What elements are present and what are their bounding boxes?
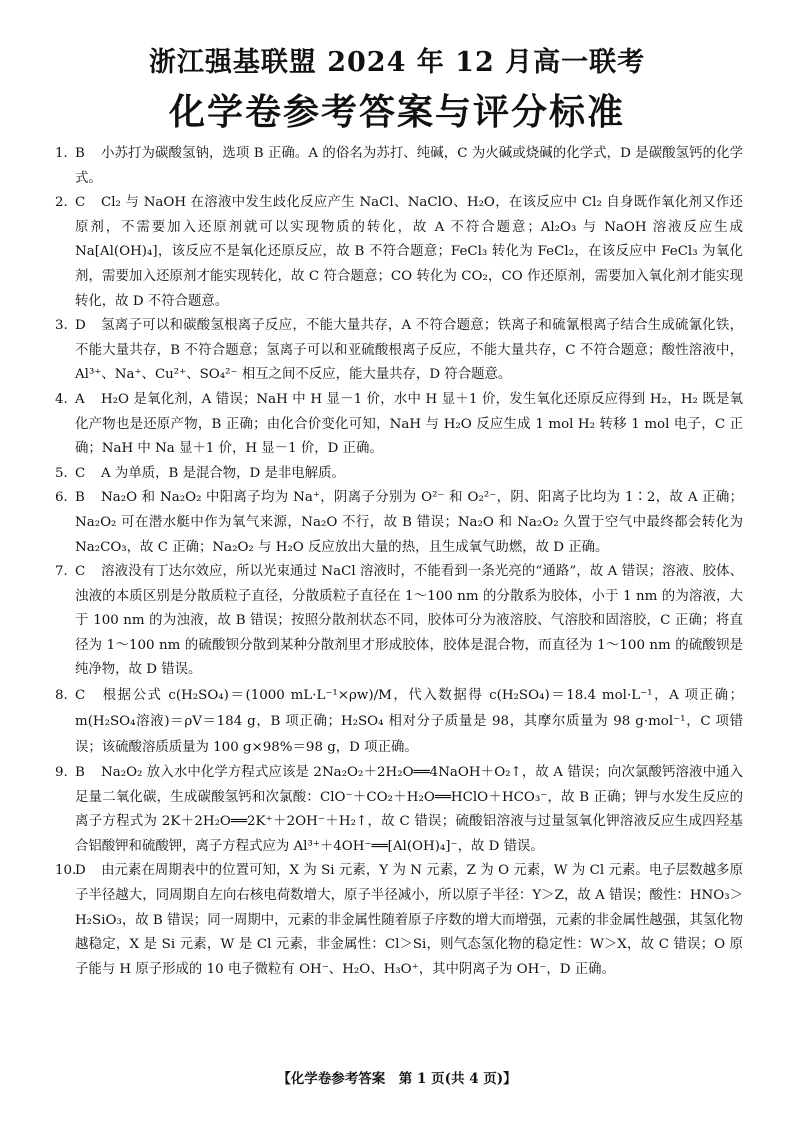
answer-letter: C [75,465,86,481]
exam-title: 浙江强基联盟 2024 年 12 月高一联考 [148,47,646,78]
question-number: 6. [55,490,68,506]
answer-item-2 [55,191,743,314]
answer-item-8 [55,683,743,761]
question-number: 8. [55,688,68,704]
question-number: 7. [55,564,68,580]
answer-item-7 [55,560,743,683]
explanation-text: Cl₂ 与 NaOH 在溶液中发生歧化反应产生 NaCl、NaClO、H₂O，在该反应中 Cl₂ 自身既作氧化剂又作还原剂，不需要加入还原剂就可以实现物质的转化，故 A 不符合题意；Al₂O₃ 与 NaOH 溶液反应生成 Na[Al(OH)₄]，该反应不是氧化还原反应，故 B 不符合题意；FeCl₃ 转化为 FeCl₂，在该反应中 FeCl₃ 为氧化剂，需要加入还原剂才能实现转化，故 C 符合题意；CO 转化为 CO₂，CO 作还原剂，需要加入氧化剂才能实现转化，故 D 不符合题意。 [75,195,743,309]
question-number: 5. [55,465,68,481]
answer-letter: D [75,863,86,879]
answer-item-6 [55,486,743,560]
question-number: 3. [55,318,68,334]
answer-letter: B [75,490,85,506]
answer-item-10 [55,859,743,982]
answer-item-4 [55,388,743,462]
answer-letter: C [75,564,86,580]
explanation-text: 根据公式 c(H₂SO₄)＝(1000 mL·L⁻¹×ρw)/M，代入数据得 c(H₂SO₄)＝18.4 mol·L⁻¹，A 项正确；m(H₂SO₄溶液)＝ρV＝184 g，B 项正确；H₂SO₄ 相对分子质量是 98，其摩尔质量为 98 g·mol⁻¹，C 项错误；该硫酸溶质质量为 100 g×98%＝98 g，D 项正确。 [75,688,743,756]
explanation-text: 氢离子可以和碳酸氢根离子反应，不能大量共存，A 不符合题意；铁离子和硫氰根离子结合生成硫氰化铁，不能大量共存，B 不符合题意；氢离子可以和亚硫酸根离子反应，不能大量共存，C 不符合题意；酸性溶液中，Al³⁺、Na⁺、Cu²⁺、SO₄²⁻ 相互之间不反应，能大量共存，D 符合题意。 [75,318,743,383]
answer-letter: D [75,318,86,334]
question-number: 1. [55,146,68,161]
answer-item-1 [55,142,743,191]
explanation-text: Na₂O₂ 放入水中化学方程式应该是 2Na₂O₂＋2H₂O══4NaOH＋O₂↑，故 A 错误；向次氯酸钙溶液中通入足量二氧化碳，生成碳酸氢钙和次氯酸：ClO⁻＋CO₂＋H₂O══HClO＋HCO₃⁻，故 B 正确；钾与水发生反应的离子方程式为 2K＋2H₂O══2K⁺＋2OH⁻＋H₂↑，故 C 错误；硫酸铝溶液与过量氢氧化钾溶液反应生成四羟基合铝酸钾和硫酸钾，离子方程式应为 Al³⁺＋4OH⁻══[Al(OH)₄]⁻，故 D 错误。 [75,765,743,854]
explanation-text: 由元素在周期表中的位置可知，X 为 Si 元素，Y 为 N 元素，Z 为 O 元素，W 为 Cl 元素。电子层数越多原子半径越大，同周期自左向右核电荷数增大，原子半径减小，所以原子半径：Y＞Z，故 A 错误；酸性：HNO₃＞H₂SiO₃，故 B 错误；同一周期中，元素的非金属性随着原子序数的增大而增强，元素的非金属性越强，其氢化物越稳定，X 是 Si 元素，W 是 Cl 元素，非金属性：Cl＞Si，则气态氢化物的稳定性：W＞X，故 C 错误；O 原子能与 H 原子形成的 10 电子微粒有 OH⁻、H₂O、H₃O⁺，其中阴离子为 OH⁻，D 正确。 [75,863,743,977]
answer-key-title: 化学卷参考答案与评分标准 [168,91,625,133]
question-number: 9. [55,765,68,781]
question-number: 4. [55,391,68,407]
explanation-text: 小苏打为碳酸氢钠，选项 B 正确。A 的俗名为苏打、纯碱，C 为火碱或烧碱的化学式，D 是碳酸氢钙的化学式。 [75,146,743,186]
answer-letter: C [75,195,86,211]
page-footer: 【化学卷参考答案 第 1 页(共 4 页)】 [277,1071,517,1087]
question-number: 10. [55,863,77,879]
answer-letter: B [75,146,85,161]
question-number: 2. [55,195,68,211]
answer-item-5 [55,462,743,487]
answer-item-3 [55,314,743,388]
answer-list [55,142,743,982]
answer-letter: A [75,391,85,407]
answer-item-9 [55,761,743,859]
explanation-text: 溶液没有丁达尔效应，所以光束通过 NaCl 溶液时，不能看到一条光亮的“通路”，故 A 错误；溶液、胶体、浊液的本质区别是分散质粒子直径，分散质粒子直径在 1～100 nm 的分散系为胶体，小于 1 nm 的为溶液，大于 100 nm 的为浊液，故 B 错误；按照分散剂状态不同，胶体可分为液溶胶、气溶胶和固溶胶，C 正确；将直径为 1～100 nm 的硫酸钡分散到某种分散剂里才形成胶体，胶体是混合物，而直径为 1～100 nm 的硫酸钡是纯净物，故 D 错误。 [75,564,743,678]
answer-letter: C [75,688,86,704]
explanation-text: A 为单质，B 是混合物，D 是非电解质。 [101,465,345,481]
answer-letter: B [75,765,85,781]
explanation-text: Na₂O 和 Na₂O₂ 中阳离子均为 Na⁺，阴离子分别为 O²⁻ 和 O₂²⁻，阴、阳离子比均为 1∶2，故 A 正确；Na₂O₂ 可在潜水艇中作为氧气来源，Na₂O 不行，故 B 错误；Na₂O 和 Na₂O₂ 久置于空气中最终都会转化为 Na₂CO₃，故 C 正确；Na₂O₂ 与 H₂O 反应放出大量的热，且生成氧气助燃，故 D 正确。 [75,490,743,555]
explanation-text: H₂O 是氧化剂，A 错误；NaH 中 H 显－1 价，水中 H 显＋1 价，发生氧化还原反应得到 H₂，H₂ 既是氧化产物也是还原产物，B 正确；由化合价变化可知，NaH 与 H₂O 反应生成 1 mol H₂ 转移 1 mol 电子，C 正确；NaH 中 Na 显＋1 价，H 显－1 价，D 正确。 [75,391,743,457]
